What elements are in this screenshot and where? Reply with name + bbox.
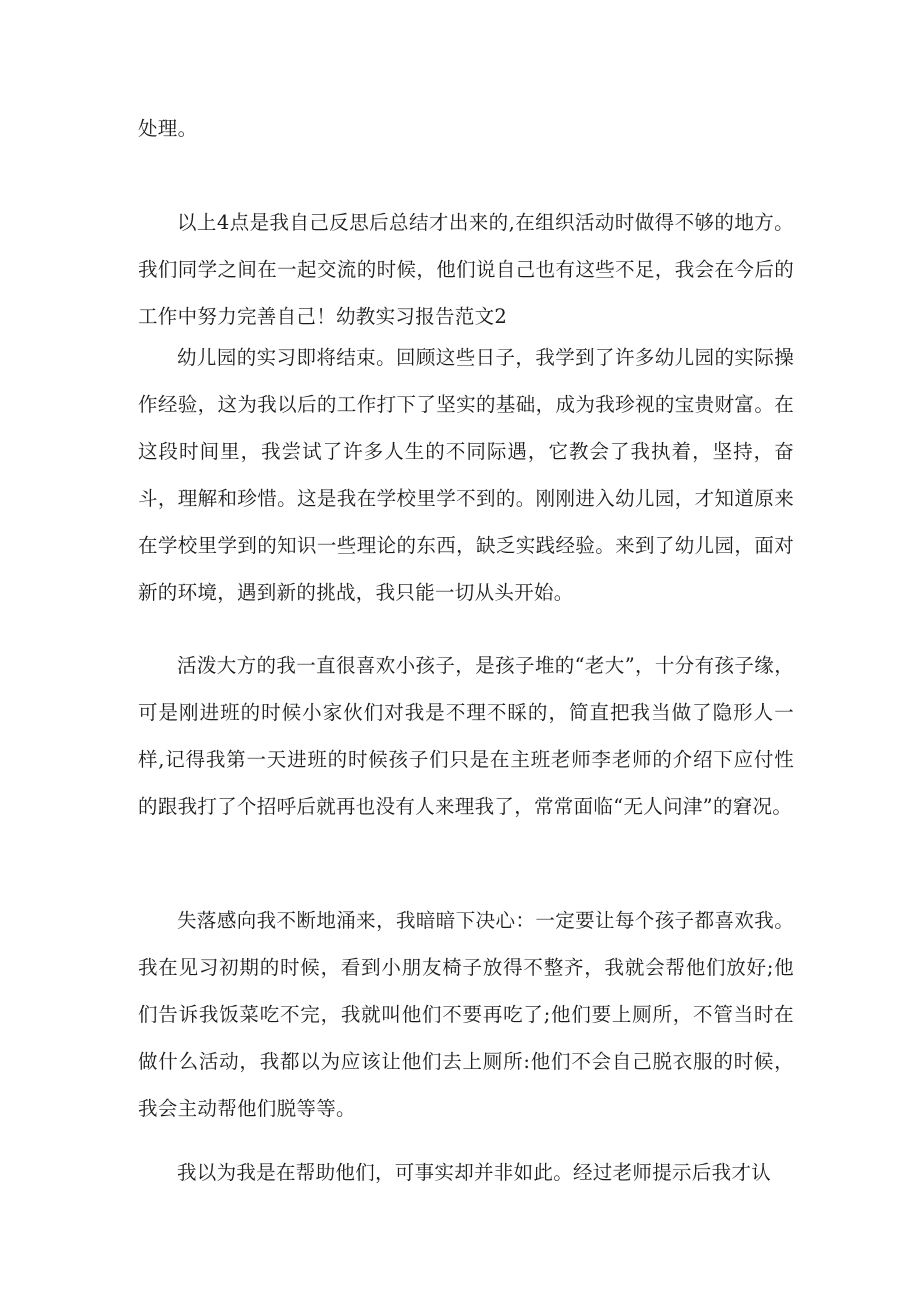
paragraph-2: 以上4点是我自己反思后总结才出来的,在组织活动时做得不够的地方。我们同学之间在一起交流的时候，他们说自己也有这些不足，我会在今后的工作中努力完善自己！幼教实习报告范文2 xyxy=(138,211,794,328)
paragraph-6: 我以为我是在帮助他们，可事实却并非如此。经过老师提示后我才认 xyxy=(177,1161,772,1184)
paragraph-5: 失落感向我不断地涌来，我暗暗下决心：一定要让每个孩子都喜欢我。我在见习初期的时候，看到小朋友椅子放得不整齐，我就会帮他们放好;他们告诉我饭菜吃不完，我就叫他们不要再吃了;他们要上厕所，不管当时在做什么活动，我都以为应该让他们去上厕所:他们不会自己脱衣服的时候，我会主动帮他们脱等等。 xyxy=(138,909,794,1120)
paragraph-1: 处理。 xyxy=(138,117,198,140)
paragraph-4: 活泼大方的我一直很喜欢小孩子，是孩子堆的“老大”，十分有孩子缘，可是刚进班的时候小家伙们对我是不理不睬的，简直把我当做了隐形人一样,记得我第一天进班的时候孩子们只是在主班老师李老师的介绍下应付性的跟我打了个招呼后就再也没有人来理我了，常常面临“无人问津”的窘况。 xyxy=(138,654,794,818)
paragraph-3: 幼儿园的实习即将结束。回顾这些日子，我学到了许多幼儿园的实际操作经验，这为我以后的工作打下了坚实的基础，成为我珍视的宝贵财富。在这段时间里，我尝试了许多人生的不同际遇，它教会了我执着，坚持，奋斗，理解和珍惜。这是我在学校里学不到的。刚刚进入幼儿园，才知道原来在学校里学到的知识一些理论的东西，缺乏实践经验。来到了幼儿园，面对新的环境，遇到新的挑战，我只能一切从头开始。 xyxy=(138,346,794,604)
